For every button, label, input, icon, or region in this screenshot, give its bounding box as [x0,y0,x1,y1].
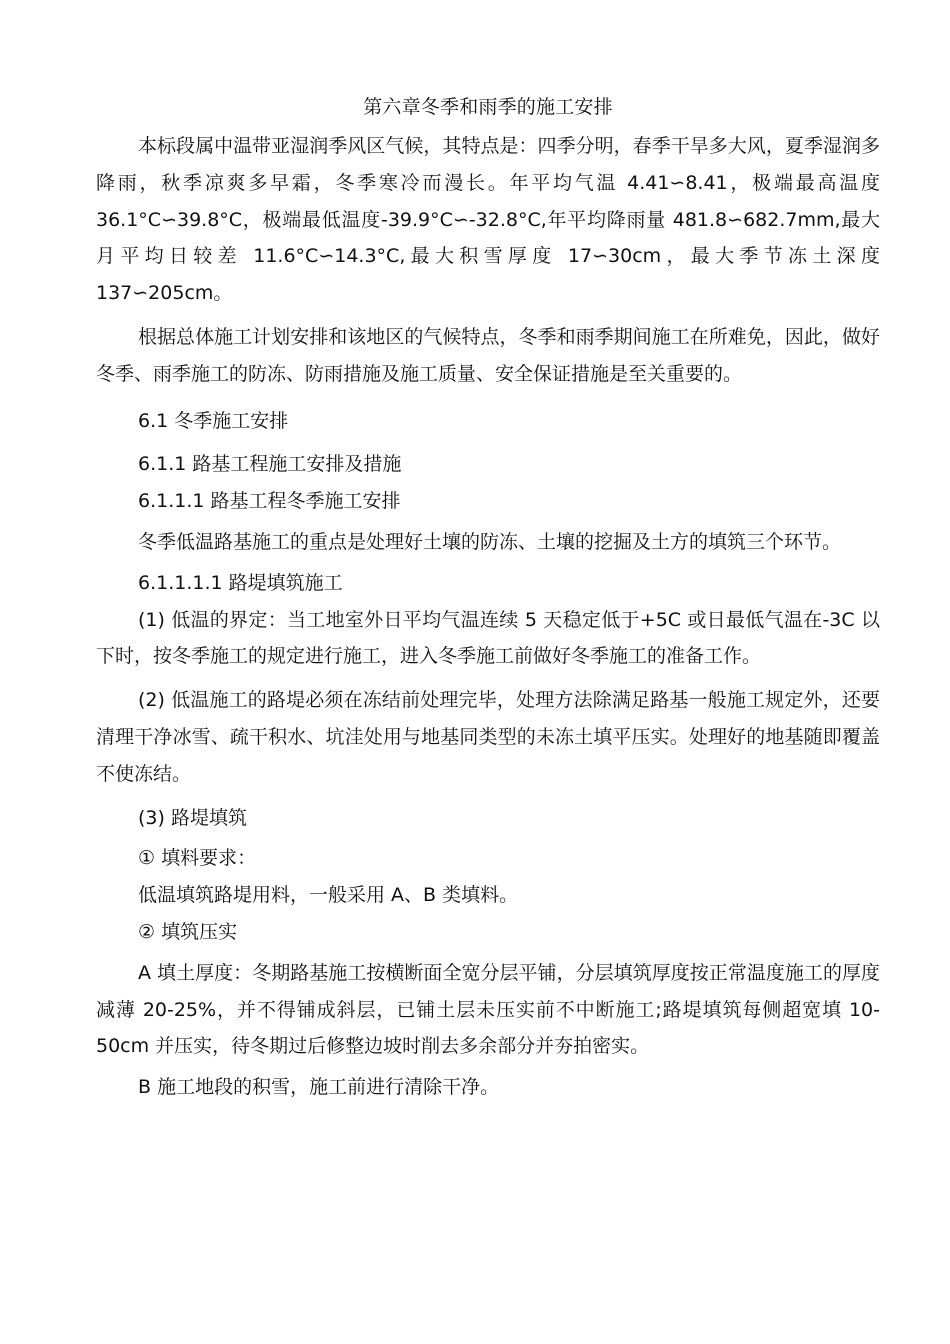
list-item-3: (3) 路堤填筑 [138,806,247,829]
section-heading-6-1-1-1: 6.1.1.1 路基工程冬季施工安排 [138,490,401,513]
list-item-2: (2) 低温施工的路堤必须在冻结前处理完毕，处理方法除满足路基一般施工规定外，还要清理干净冰雪、疏干积水、坑洼处用与地基同类型的未冻土填平压实。处理好的地基随即覆盖不使冻结。 [96,689,880,785]
document-page [96,92,880,1106]
key-points-paragraph: 冬季低温路基施工的重点是处理好土壤的防冻、土壤的挖掘及土方的填筑三个环节。 [138,530,842,553]
sub-item-1-heading: ① 填料要求： [138,847,257,870]
section-heading-6-1-1: 6.1.1 路基工程施工安排及措施 [138,453,402,476]
sub-item-1-text: 低温填筑路堤用料，一般采用 A、B 类填料。 [138,884,519,907]
chapter-title: 第六章冬季和雨季的施工安排 [363,96,613,118]
fill-thickness-paragraph: A 填土厚度：冬期路基施工按横断面全宽分层平铺，分层填筑厚度按正常温度施工的厚度减薄 20-25%，并不得铺成斜层，已铺土层未压实前不中断施工;路堤填筑每侧超宽填 10-50cm 并压实，待冬期过后修整边坡时削去多余部分并夯拍密实。 [96,961,880,1058]
sub-item-2-heading: ② 填筑压实 [138,920,238,943]
list-item-1: (1) 低温的界定：当工地室外日平均气温连续 5 天稳定低于+5C 或日最低气温在-3C 以下时，按冬季施工的规定进行施工，进入冬季施工前做好冬季施工的准备工作。 [96,608,880,668]
climate-paragraph: 本标段属中温带亚湿润季风区气候，其特点是：四季分明，春季干旱多大风，夏季湿润多降雨，秋季凉爽多早霜，冬季寒冷而漫长。年平均气温 4.41∽8.41，极端最高温度 36.1°C∽39.8°C，极端最低温度-39.9°C∽-32.8°C,年平均降雨量 481.8∽682.7mm,最大月平均日较差 11.6°C∽14.3°C,最大积雪厚度 17∽30cm，最大季节冻土深度 137∽205cm。 [96,135,880,305]
section-heading-6-1-1-1-1: 6.1.1.1.1 路堤填筑施工 [138,571,343,594]
snow-clearing-paragraph: B 施工地段的积雪，施工前进行清除干净。 [138,1076,500,1099]
importance-paragraph: 根据总体施工计划安排和该地区的气候特点，冬季和雨季期间施工在所难免，因此，做好冬季、雨季施工的防冻、防雨措施及施工质量、安全保证措施是至关重要的。 [96,325,880,385]
section-heading-6-1: 6.1 冬季施工安排 [138,409,289,432]
